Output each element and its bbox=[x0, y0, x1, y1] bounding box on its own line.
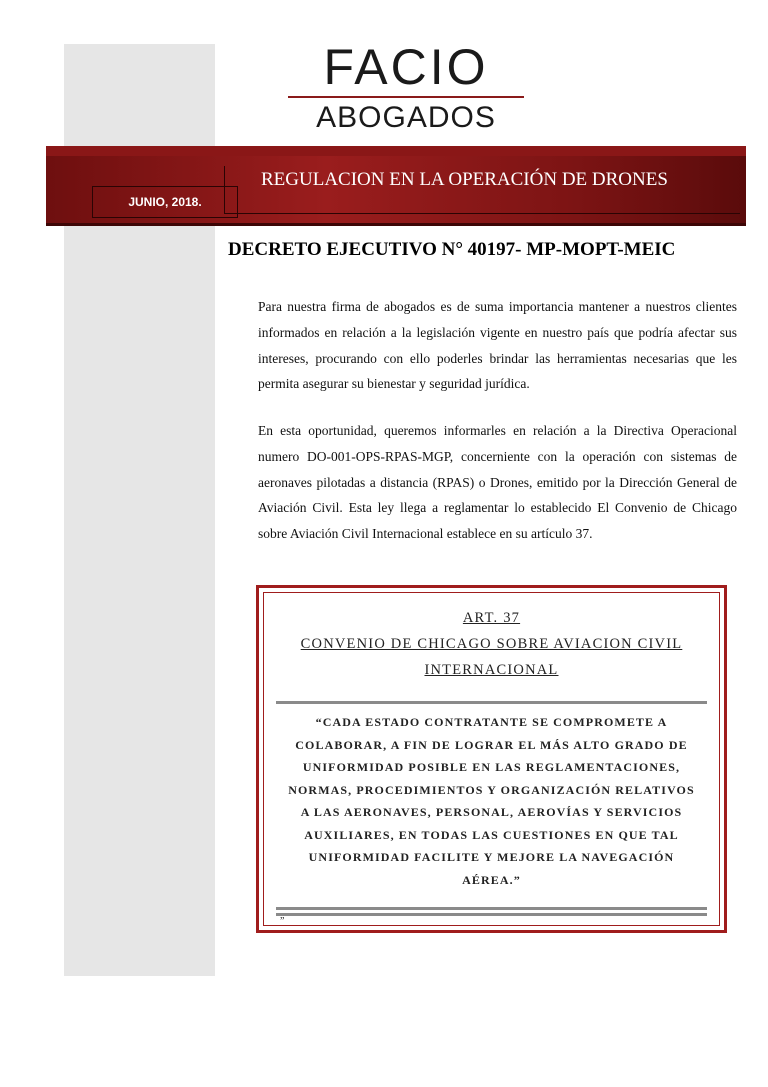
article-convention-name: CONVENIO DE CHICAGO SOBRE AVIACION CIVIL bbox=[300, 636, 683, 652]
directive-paragraph: En esta oportunidad, queremos informarles en relación a la Directiva Operacional numero DO-001-OPS-RPAS-MGP, concerniente con la operación con sistemas de aeronaves pilotadas a distancia (RPAS) o Drones, emitido por la Dirección General de Aviación Civil. Esta ley llega a reglamentar lo establecido El Convenio de Chicago sobre Aviación Civil Internacional establece en su artículo 37. bbox=[258, 423, 737, 542]
logo-line-1: FACIO bbox=[323, 39, 489, 95]
decree-title: DECRETO EJECUTIVO N° 40197- MP-MOPT-MEIC bbox=[228, 239, 676, 260]
article-heading bbox=[264, 605, 719, 683]
logo-divider bbox=[288, 96, 524, 98]
facio-abogados-logo bbox=[288, 39, 524, 134]
bottom-rule-1 bbox=[276, 907, 707, 910]
divider-rule bbox=[276, 701, 707, 704]
article-box-inner bbox=[263, 592, 720, 926]
intro-paragraph: Para nuestra firma de abogados es de suma importancia mantener a nuestros clientes informados en relación a la legislación vigente en nuestro país que podría afectar sus intereses, procurando con ello poderles brindar las herramientas necesarias que les permita asegurar su bienestar y seguridad jurídica. bbox=[258, 299, 737, 392]
closing-quote-mark: ” bbox=[280, 916, 285, 927]
article-number: ART. 37 bbox=[462, 610, 521, 626]
article-convention-name-cont: INTERNACIONAL bbox=[424, 662, 559, 678]
bottom-rule-2 bbox=[276, 913, 707, 916]
banner-title: REGULACION EN LA OPERACIÓN DE DRONES bbox=[224, 166, 740, 214]
logo-line-2: ABOGADOS bbox=[316, 101, 496, 134]
article-box bbox=[256, 585, 727, 933]
date-badge: JUNIO, 2018. bbox=[92, 186, 238, 218]
header-banner bbox=[46, 146, 746, 226]
article-quote: “CADA ESTADO CONTRATANTE SE COMPROMETE A COLABORAR, A FIN DE LOGRAR EL MÁS ALTO GRADO DE UNIFORMIDAD POSIBLE EN LAS REGLAMENTACIONES, NORMAS, PROCEDIMIENTOS Y ORGANIZACIÓN RELATIVOS A LAS AERONAVES, PERSONAL, AEROVÍAS Y SERVICIOS AUXILIARES, EN TODAS LAS CUESTIONES EN QUE TAL UNIFORMIDAD FACILITE Y MEJORE LA NAVEGACIÓN AÉREA.” bbox=[288, 715, 695, 887]
